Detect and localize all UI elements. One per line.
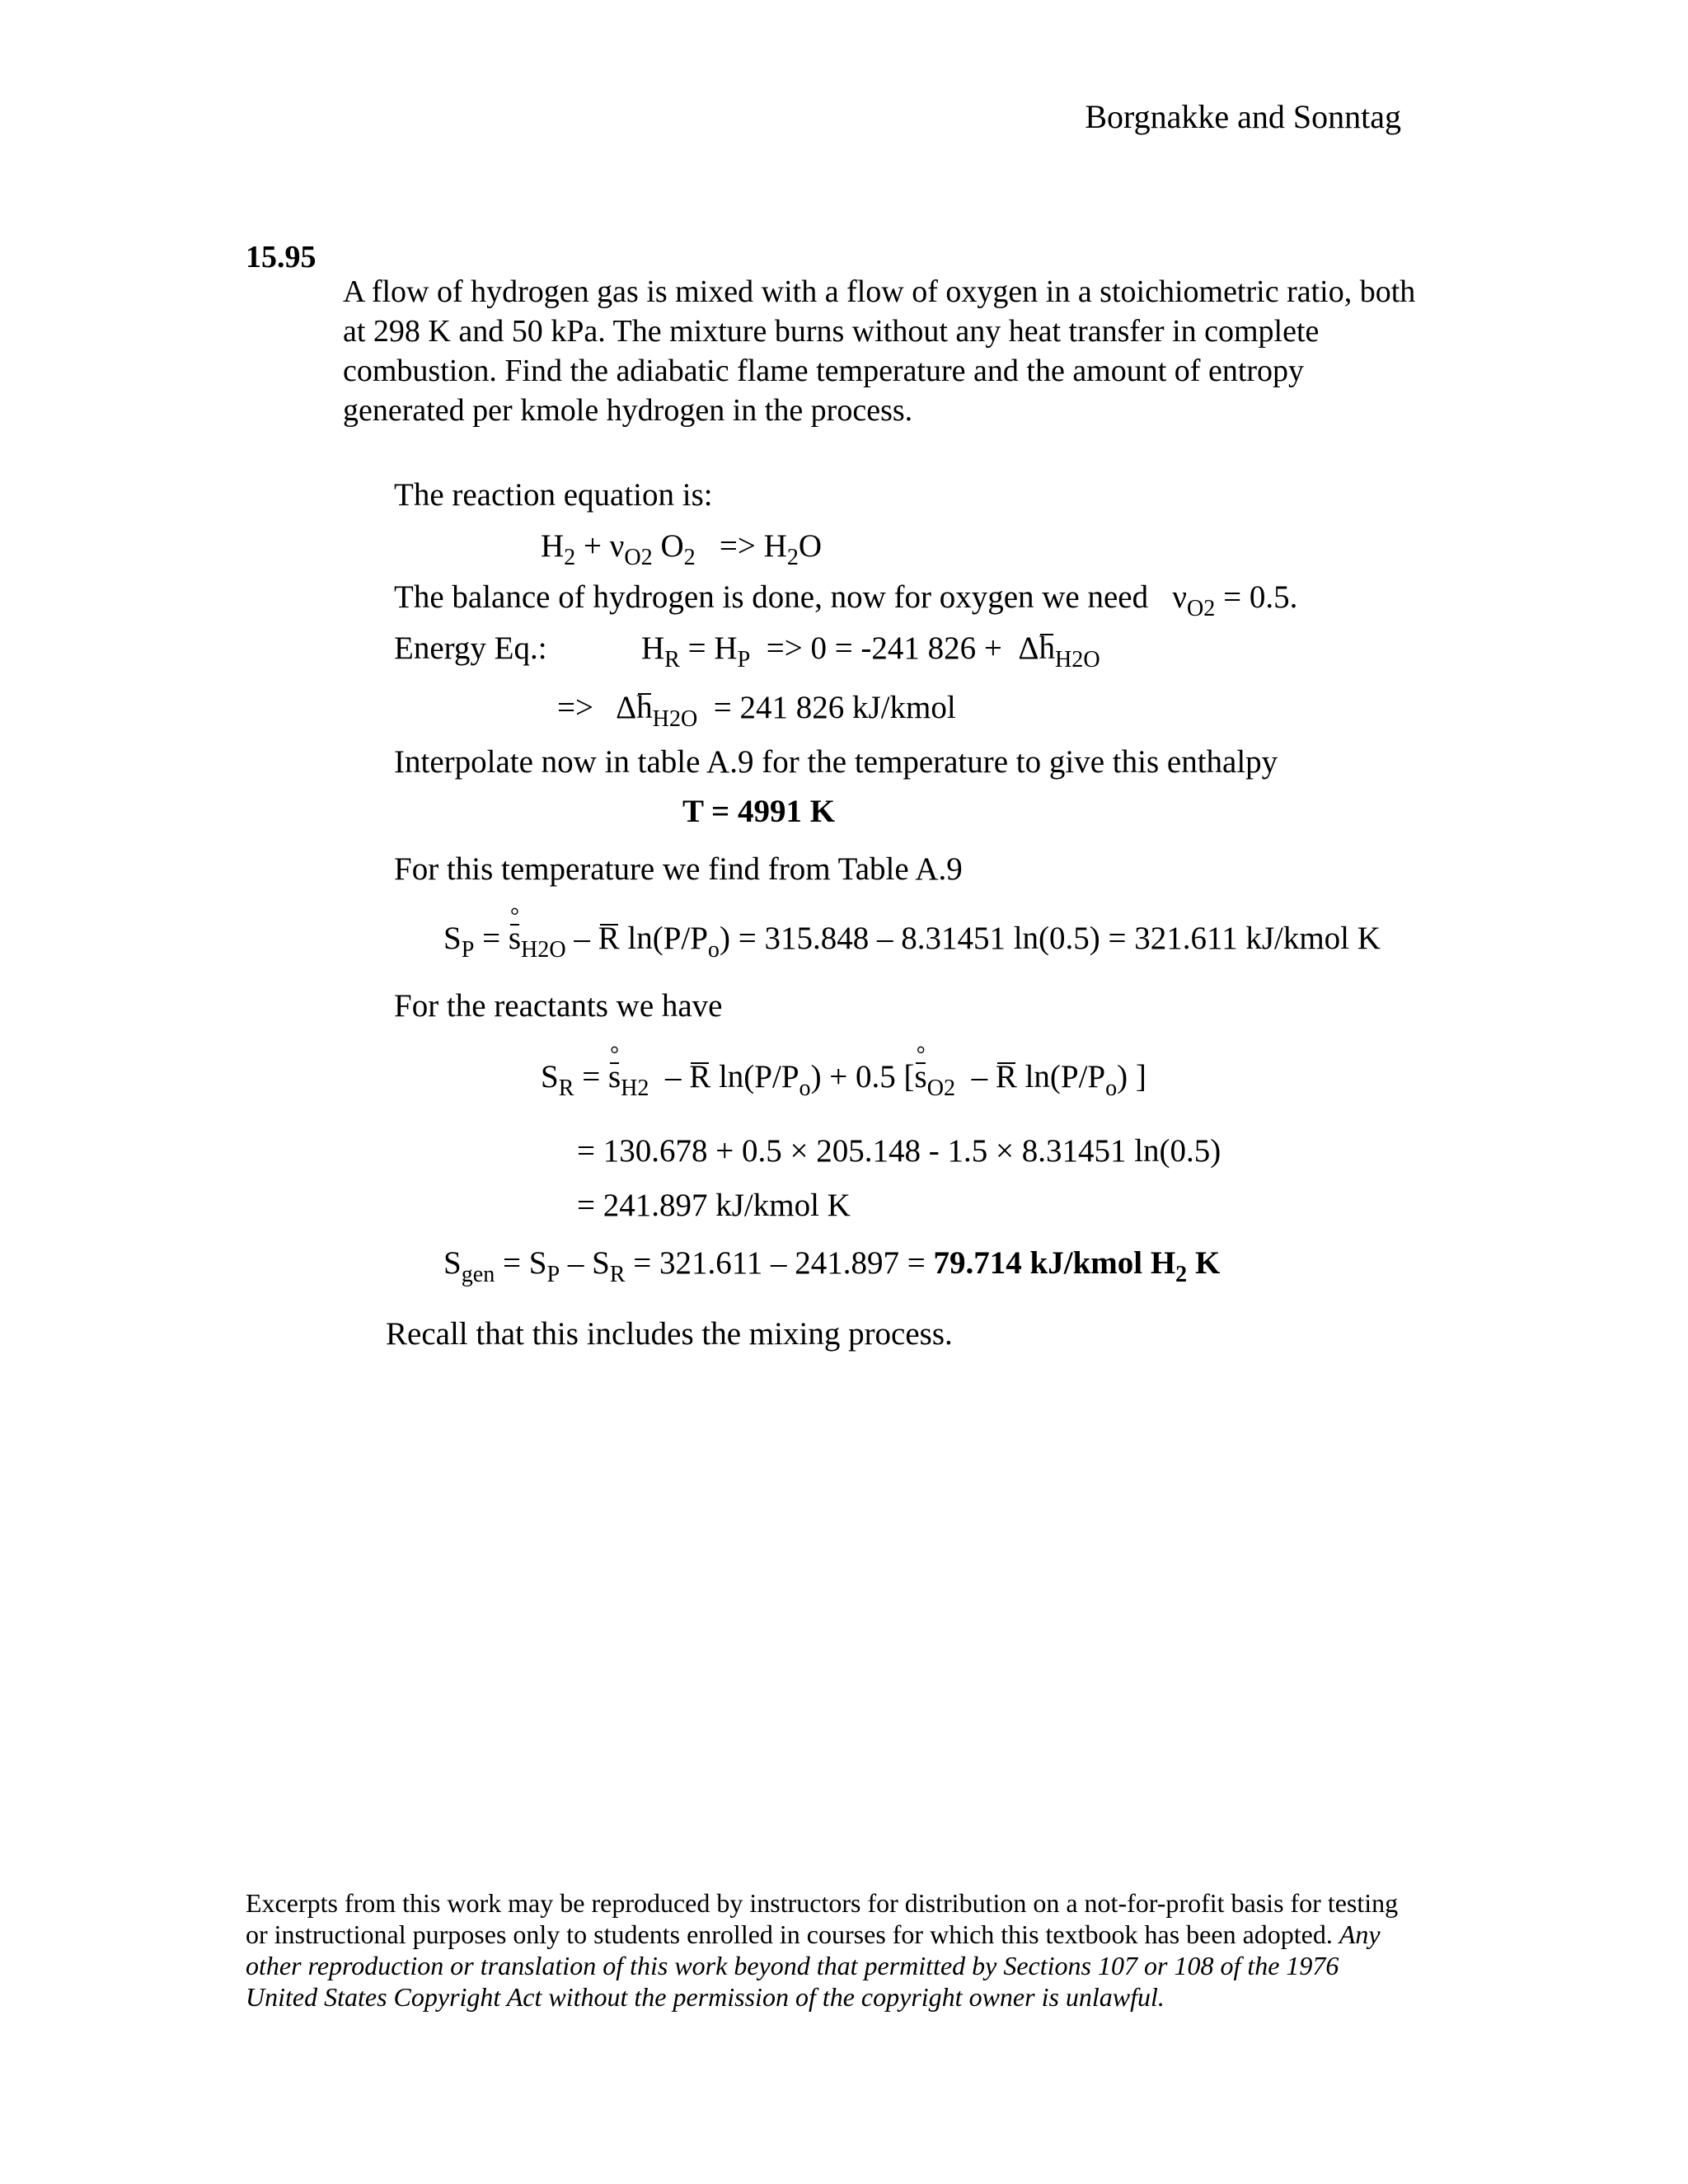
energy-equation-label: Energy Eq.: <box>394 630 547 666</box>
nu-value: = 0.5. <box>1223 579 1298 615</box>
temp-table-text: For this temperature we find from Table A.9 <box>394 851 963 887</box>
oxygen-balance-line: The balance of hydrogen is done, now for oxygen we need $\nu_{O2} = 0.5$. <box>394 579 1298 621</box>
balance-text: The balance of hydrogen is done, now for oxygen we need <box>394 579 1149 615</box>
copyright-notice-text: Excerpts from this work may be reproduced by instructors for distribution on a not-for-profit basis for testing or instructional purposes only to students enrolled in courses for which this textbook has been adopted. <box>246 1888 1399 1949</box>
copyright-notice <box>246 1887 1416 2013</box>
temperature-result: T = 4991 K <box>682 794 836 829</box>
reactants-entropy-line-2: = 130.678 + 0.5 × 205.148 - 1.5 × 8.31451 ln(0.5) <box>577 1133 1221 1169</box>
problem-number: 15.95 <box>246 240 316 274</box>
problem-statement: A flow of hydrogen gas is mixed with a flow of oxygen in a stoichiometric ratio, both at 298 K and 50 kPa. The mixture burns without any heat transfer in complete combustion. Find the adiabatic flame temperature and the amount of entropy generated per kmole hydrogen in the process. <box>343 274 1416 428</box>
page-header-authors: Borgnakke and Sonntag <box>1085 98 1401 135</box>
reaction-result: => H <box>719 528 787 564</box>
reaction-intro: The reaction equation is: <box>394 477 713 513</box>
copyright-notice-italic: Any other reproduction or translation of this work beyond that permitted by Sections 107 or 108 of the 1976 United States Copyright Act without the permission of the copyright owner is unlawful. <box>246 1919 1381 2012</box>
sp-values: = 315.848 – 8.31451 ln(0.5) = 321.611 kJ/kmol K <box>738 921 1381 956</box>
reaction-equation: $H_2 + \nu_{O2}$ $O_2$ => $H_2O$ <box>541 528 823 570</box>
energy-rhs: => 0 = -241 826 + <box>766 630 1002 666</box>
products-entropy-line: $S_P = s$ $^\circ_{H2O}$ – R $\ln(P/P_o) = 315.848 - 8.31451$ ln(0.5) = 321.611 kJ/kmol K <box>443 920 1381 957</box>
sgen-result: 79.714 kJ/kmol H <box>933 1245 1176 1281</box>
reactants-entropy-line: $S_R = s$ $^\circ_{H2}$ – R $\ln(P/P_o) + 0.5$ [s $^\circ_{O2}$ – R $\ln(P/P_o)$ ] <box>541 1058 1146 1095</box>
reactants-entropy-line-3: = 241.897 kJ/kmol K <box>577 1188 851 1223</box>
enthalpy-change-line: => $\Delta h_{H2O} = 241$ 826 kJ/kmol <box>557 690 956 732</box>
entropy-generation-line: $S_{gen} = S_P - S_R = 321.611 - 241.897 = 79.714$ kJ/kmol $H_2$ K <box>443 1245 1221 1287</box>
dh-value: = 241 826 kJ/kmol <box>713 690 956 725</box>
reactants-text: For the reactants we have <box>394 988 723 1024</box>
sgen-values: = 321.611 – 241.897 = <box>633 1245 926 1281</box>
interpolate-text: Interpolate now in table A.9 for the temperature to give this enthalpy <box>394 744 1278 780</box>
recall-text: Recall that this includes the mixing process. <box>386 1316 953 1352</box>
energy-equation: $H_R = H_P => 0 = -241$ $826 + \Delta h_{H2O}$ <box>641 630 1100 673</box>
